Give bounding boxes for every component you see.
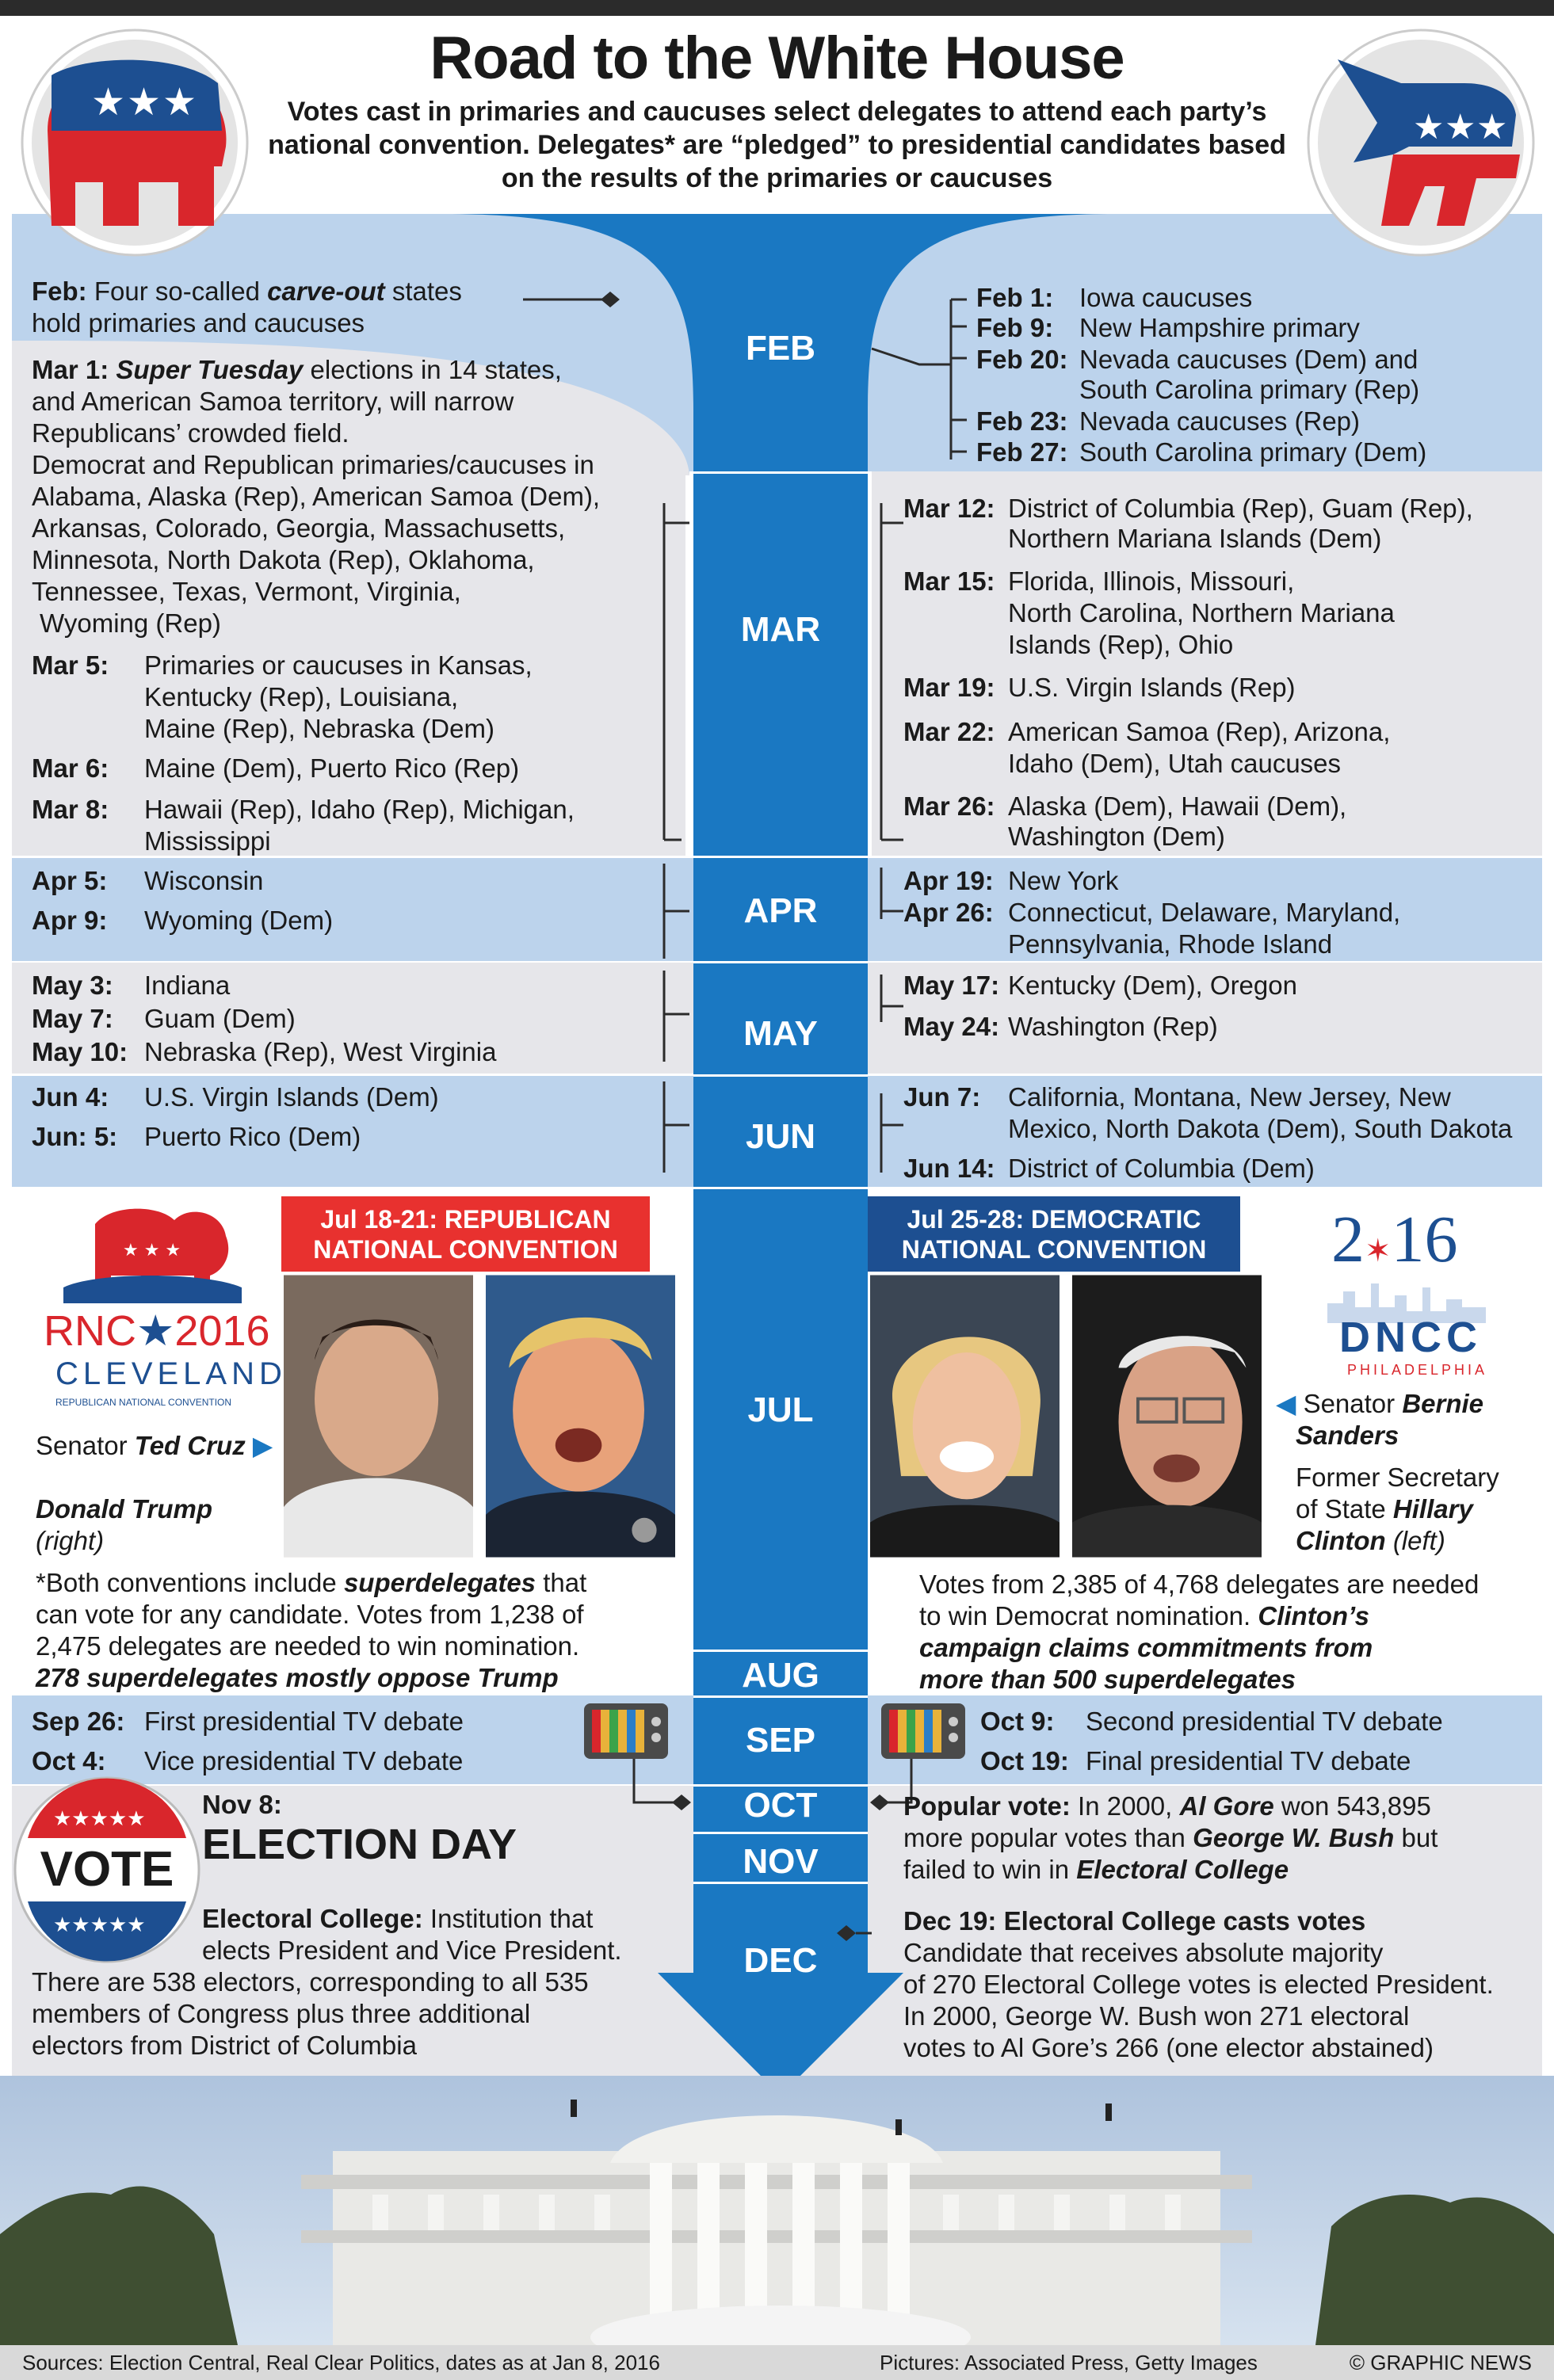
month-sep: SEP [745, 1721, 816, 1760]
right-mar22-text: American Samoa (Rep), Arizona, [1008, 717, 1391, 746]
right-oct9-text: Second presidential TV debate [1086, 1707, 1443, 1736]
right-apr26-text: Pennsylvania, Rhode Island [1008, 929, 1333, 959]
left-mar1-line: Minnesota, North Dakota (Rep), Oklahoma, [32, 545, 535, 574]
left-sep26-text: First presidential TV debate [144, 1707, 464, 1736]
ec-line3: There are 538 electors, corresponding to all 535 [32, 1967, 589, 1997]
ec-line5: electors from District of Columbia [32, 2031, 417, 2060]
trump-caption-note: (right) [36, 1526, 105, 1555]
pv-line3: failed to win in Electoral College [903, 1855, 1289, 1884]
right-mar15-text: Florida, Illinois, Missouri, [1008, 566, 1295, 596]
cruz-caption: Senator Ted Cruz ▶ [36, 1431, 273, 1460]
dnc-note-line1: Votes from 2,385 of 4,768 delegates are needed [919, 1570, 1480, 1599]
left-mar5-text: Primaries or caucuses in Kansas, [144, 650, 533, 680]
month-jun: JUN [745, 1117, 816, 1156]
right-jun14-date: Jun 14: [903, 1154, 995, 1183]
right-jun7-text: California, Montana, New Jersey, New [1008, 1082, 1451, 1112]
left-mar8-date: Mar 8: [32, 795, 109, 824]
right-mar22-date: Mar 22: [903, 717, 995, 746]
svg-text:★: ★ [1413, 107, 1445, 147]
dncc-logo-year: 2✶16 [1331, 1203, 1458, 1276]
left-mar5-text: Kentucky (Rep), Louisiana, [144, 682, 459, 711]
right-mar19-date: Mar 19: [903, 673, 995, 702]
rnc-banner: Jul 18-21: REPUBLICAN NATIONAL CONVENTION [281, 1196, 650, 1272]
right-mar22-text: Idaho (Dem), Utah caucuses [1008, 749, 1342, 778]
left-may3-text: Indiana [144, 971, 231, 1000]
month-feb: FEB [746, 329, 815, 368]
dncc-logo-city: PHILADELPHIA [1347, 1362, 1488, 1378]
ec-line2: elects President and Vice President. [202, 1936, 622, 1965]
right-may17-date: May 17: [903, 971, 1000, 1000]
svg-text:★★★★★: ★★★★★ [53, 1913, 146, 1937]
left-mar8-text: Hawaii (Rep), Idaho (Rep), Michigan, [144, 795, 575, 824]
right-may24-date: May 24: [903, 1012, 1000, 1041]
right-feb20-text: Nevada caucuses (Dem) and [1079, 345, 1418, 374]
left-sep26-date: Sep 26: [32, 1707, 125, 1736]
right-jun7-date: Jun 7: [903, 1082, 981, 1112]
left-jun4-text: U.S. Virgin Islands (Dem) [144, 1082, 439, 1112]
sanders-caption-line2: Sanders [1296, 1421, 1399, 1450]
left-mar6-text: Maine (Dem), Puerto Rico (Rep) [144, 753, 520, 783]
dec-line2: of 270 Electoral College votes is elected President. [903, 1970, 1494, 1999]
month-dec: DEC [743, 1941, 818, 1980]
ec-line1: Electoral College: Institution that [202, 1904, 594, 1933]
left-mar1-line: Democrat and Republican primaries/caucuses in [32, 450, 594, 479]
left-may10-date: May 10: [32, 1037, 128, 1066]
right-feb20-text: South Carolina primary (Rep) [1079, 375, 1420, 404]
right-mar12-text: Northern Mariana Islands (Dem) [1008, 524, 1382, 553]
svg-text:★: ★ [91, 80, 126, 124]
right-feb9-text: New Hampshire primary [1079, 313, 1360, 342]
svg-text:★: ★ [162, 80, 197, 124]
left-apr5-date: Apr 5: [32, 866, 108, 895]
footer-pictures: Pictures: Associated Press, Getty Images [880, 2351, 1258, 2374]
month-aug: AUG [742, 1656, 819, 1695]
right-mar15-text: North Carolina, Northern Mariana [1008, 598, 1395, 627]
right-feb23-text: Nevada caucuses (Rep) [1079, 406, 1361, 436]
bernie-sanders-photo [1070, 1272, 1264, 1561]
dncc-logo-title: DNCC [1339, 1314, 1482, 1361]
pv-line1: Popular vote: In 2000, Al Gore won 543,895 [903, 1791, 1431, 1821]
white-house-photo [0, 2076, 1554, 2345]
donald-trump-photo [483, 1272, 678, 1561]
right-oct19-text: Final presidential TV debate [1086, 1746, 1411, 1775]
dnc-banner: Jul 25-28: DEMOCRATIC NATIONAL CONVENTION [868, 1196, 1240, 1272]
election-title: ELECTION DAY [202, 1821, 517, 1868]
footer-sources: Sources: Election Central, Real Clear Politics, dates as at Jan 8, 2016 [22, 2351, 660, 2374]
svg-text:★: ★ [1476, 107, 1508, 147]
left-mar1-line: Republicans’ crowded field. [32, 418, 349, 448]
left-jun5-text: Puerto Rico (Dem) [144, 1122, 361, 1151]
right-feb9-date: Feb 9: [976, 313, 1054, 342]
left-feb-line1: Feb: Four so-called carve-out states [32, 277, 462, 306]
left-jun5-date: Jun: 5: [32, 1122, 118, 1151]
clinton-caption-line3: Clinton (left) [1296, 1526, 1445, 1555]
right-mar12-date: Mar 12: [903, 494, 995, 523]
rnc-logo-title: RNC★2016 [44, 1307, 270, 1355]
right-mar15-date: Mar 15: [903, 566, 995, 596]
rnc-note-line2: can vote for any candidate. Votes from 1,238 of [36, 1600, 584, 1629]
left-feb-line2: hold primaries and caucuses [32, 308, 365, 338]
left-apr5-text: Wisconsin [144, 866, 264, 895]
dec-line0: Dec 19: Electoral College casts votes [903, 1906, 1366, 1936]
hillary-clinton-photo [868, 1272, 1062, 1561]
dec-line1: Candidate that receives absolute majority [903, 1938, 1384, 1967]
right-mar26-text: Washington (Dem) [1008, 822, 1225, 851]
left-mar1-line: Arkansas, Colorado, Georgia, Massachusetts, [32, 513, 566, 543]
left-mar1-line: Tennessee, Texas, Vermont, Virginia, [32, 577, 461, 606]
rnc-note-line4: 278 superdelegates mostly oppose Trump [36, 1663, 559, 1692]
sanders-caption-line1: ◀ Senator Bernie [1276, 1389, 1484, 1418]
vote-badge-text: VOTE [40, 1842, 174, 1897]
right-feb1-date: Feb 1: [976, 283, 1054, 312]
right-feb20-date: Feb 20: [976, 345, 1068, 374]
left-mar6-date: Mar 6: [32, 753, 109, 783]
page-title: Road to the White House [430, 25, 1124, 92]
right-feb27-date: Feb 27: [976, 437, 1068, 467]
left-apr9-date: Apr 9: [32, 906, 108, 935]
right-mar12-text: District of Columbia (Rep), Guam (Rep), [1008, 494, 1473, 523]
right-mar26-date: Mar 26: [903, 791, 995, 821]
right-jun14-text: District of Columbia (Dem) [1008, 1154, 1315, 1183]
right-apr19-text: New York [1008, 866, 1119, 895]
right-apr26-date: Apr 26: [903, 898, 994, 927]
right-may24-text: Washington (Rep) [1008, 1012, 1218, 1041]
month-mar: MAR [740, 610, 821, 649]
election-date: Nov 8: [202, 1790, 282, 1819]
left-mar1-line: Alabama, Alaska (Rep), American Samoa (Dem), [32, 482, 601, 511]
month-jul: JUL [747, 1390, 814, 1429]
right-oct9-date: Oct 9: [980, 1707, 1055, 1736]
right-feb1-text: Iowa caucuses [1079, 283, 1253, 312]
dnc-note-line2: to win Democrat nomination. Clinton’s [919, 1601, 1369, 1631]
ted-cruz-photo [281, 1272, 475, 1561]
vote-badge-icon [12, 1775, 202, 1965]
right-apr26-text: Connecticut, Delaware, Maryland, [1008, 898, 1401, 927]
dec-line3: In 2000, George W. Bush won 271 electoral [903, 2001, 1410, 2031]
svg-text:★ ★ ★: ★ ★ ★ [123, 1241, 181, 1261]
dec-line4: votes to Al Gore’s 266 (one elector abstained) [903, 2033, 1434, 2062]
month-may: MAY [743, 1014, 818, 1053]
footer-credit: © GRAPHIC NEWS [1349, 2351, 1532, 2374]
left-may7-date: May 7: [32, 1004, 113, 1033]
right-feb27-text: South Carolina primary (Dem) [1079, 437, 1427, 467]
intro-text: Votes cast in primaries and caucuses select delegates to attend each party’s national convention. Delegates* are “pledged” to presidential candidates based on the results of the primaries or caucuses [268, 97, 1286, 193]
left-mar1-line: Wyoming (Rep) [40, 608, 221, 638]
left-mar8-text: Mississippi [144, 826, 271, 856]
month-apr: APR [743, 891, 818, 930]
svg-text:★★★★★: ★★★★★ [53, 1807, 146, 1831]
right-mar26-text: Alaska (Dem), Hawaii (Dem), [1008, 791, 1347, 821]
pv-line2: more popular votes than George W. Bush but [903, 1823, 1438, 1852]
left-may3-date: May 3: [32, 971, 113, 1000]
right-apr19-date: Apr 19: [903, 866, 994, 895]
rnc-note-line1: *Both conventions include superdelegates that [36, 1568, 587, 1597]
left-mar1-line1: Mar 1: Super Tuesday elections in 14 states, [32, 355, 562, 384]
left-mar1-line: and American Samoa territory, will narrow [32, 387, 514, 416]
left-apr9-text: Wyoming (Dem) [144, 906, 334, 935]
svg-text:★: ★ [1445, 107, 1476, 147]
clinton-caption-line2: of State Hillary [1296, 1494, 1473, 1524]
tv-icon [880, 1702, 967, 1765]
right-jun7-text: Mexico, North Dakota (Dem), South Dakota [1008, 1114, 1513, 1143]
left-mar5-date: Mar 5: [32, 650, 109, 680]
left-may7-text: Guam (Dem) [144, 1004, 296, 1033]
right-mar19-text: U.S. Virgin Islands (Rep) [1008, 673, 1296, 702]
dnc-note-line4: more than 500 superdelegates [919, 1665, 1296, 1694]
month-oct: OCT [743, 1786, 818, 1825]
footer [0, 2345, 1554, 2380]
trump-caption: Donald Trump [36, 1494, 213, 1524]
right-may17-text: Kentucky (Dem), Oregon [1008, 971, 1297, 1000]
rnc-elephant-icon [48, 1200, 254, 1311]
svg-text:★: ★ [127, 80, 162, 124]
ec-line4: members of Congress plus three additional [32, 1999, 531, 2028]
left-may10-text: Nebraska (Rep), West Virginia [144, 1037, 497, 1066]
left-oct4-text: Vice presidential TV debate [144, 1746, 464, 1775]
right-mar15-text: Islands (Rep), Ohio [1008, 630, 1234, 659]
rnc-note-line3: 2,475 delegates are needed to win nomination. [36, 1631, 580, 1661]
left-mar5-text: Maine (Rep), Nebraska (Dem) [144, 714, 494, 743]
month-nov: NOV [743, 1842, 819, 1881]
left-jun4-date: Jun 4: [32, 1082, 109, 1112]
clinton-caption-line1: Former Secretary [1296, 1463, 1499, 1492]
rnc-logo-sub: REPUBLICAN NATIONAL CONVENTION [55, 1397, 232, 1408]
left-oct4-date: Oct 4: [32, 1746, 106, 1775]
right-feb23-date: Feb 23: [976, 406, 1068, 436]
tv-icon [582, 1702, 670, 1765]
rnc-logo-city: CLEVELAND [55, 1356, 287, 1391]
dnc-note-line3: campaign claims commitments from [919, 1633, 1373, 1662]
right-oct19-date: Oct 19: [980, 1746, 1069, 1775]
